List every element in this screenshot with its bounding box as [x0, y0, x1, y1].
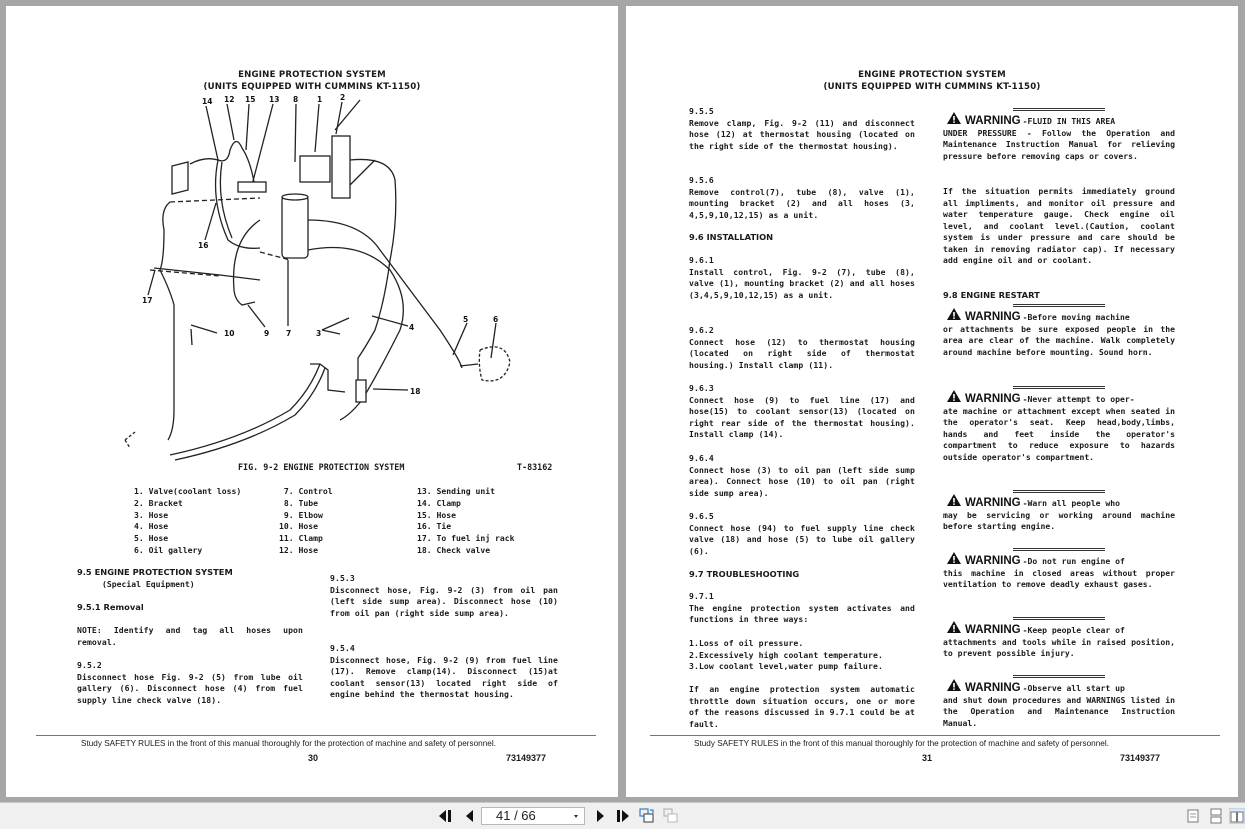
figure-legend-col1: [134, 486, 241, 557]
page-indicator: 41 / 66: [496, 808, 536, 823]
left-page: [6, 6, 618, 797]
legend-item: 13. Sending unit: [417, 486, 495, 496]
section-9-5-title: 9.5 ENGINE PROTECTION SYSTEM: [77, 567, 233, 577]
figure-legend-col2: [279, 486, 333, 557]
legend-item: 18. Check valve: [417, 544, 491, 555]
warning-label: WARNING: [965, 555, 1021, 567]
legend-item: 10. Hose: [279, 521, 318, 532]
section-number: 9.6.3: [689, 383, 714, 393]
callout-14: 14: [202, 97, 213, 106]
warning-triangle-icon: [947, 621, 961, 633]
list-item: 2.Excessively high coolant temperature.: [689, 649, 883, 660]
warning-lead: -Do not run engine of: [1022, 556, 1125, 566]
viewer-toolbar: [0, 802, 1245, 829]
engine-protection-diagram: [110, 90, 530, 465]
figure-caption: FIG. 9-2 ENGINE PROTECTION SYSTEM: [238, 462, 405, 472]
section-body: Connect hose (9) to fuel line (17) and hose(15) to coolant sensor(13) (located on right rear side of the thermostat housing). Install clamp (14).: [689, 394, 915, 439]
section-9-5-6: [689, 175, 915, 221]
warning-triangle-icon: [947, 679, 961, 691]
warning-raised-attachments: [943, 615, 1175, 660]
section-body: Connect hose (3) to oil pan (left side sump area). Connect hose (10) to oil pan (right side sump area).: [689, 464, 915, 498]
legend-item: 11. Clamp: [279, 533, 323, 544]
first-page-button[interactable]: [437, 808, 453, 824]
section-9-5-1-title: 9.5.1 Removal: [77, 602, 144, 612]
warning-procedures: [943, 673, 1175, 729]
warning-lead: -Warn all people who: [1022, 498, 1121, 508]
last-page-button[interactable]: [615, 808, 631, 824]
section-9-6-3: [689, 383, 915, 441]
warning-lead: -Keep people clear of: [1022, 625, 1125, 635]
callout-18: 18: [410, 387, 421, 396]
warning-before-moving: [943, 302, 1175, 358]
legend-item: 7. Control: [279, 486, 333, 496]
section-9-5-3: [330, 573, 558, 619]
situation-text: If the situation permits immediately ground all impliments, and monitor oil pressure and water temperature gauge. Check engine oil level, and coolant level.(Caution, coolant system is under pressure and care should be taken in removing radiator cap). If necessary add engine oil and or coolant.: [943, 186, 1175, 265]
legend-item: 14. Clamp: [417, 497, 461, 508]
next-view-button[interactable]: [663, 808, 679, 824]
warning-text: ate machine or attachment except when seated in the operator's seat. Keep head,body,limbs, hands and feet inside the operator's compartment to reduce exposure to hazards outside operator's compartment.: [943, 405, 1175, 462]
troubleshooting-note: If an engine protection system automatic throttle down situation occurs, one or more of the reasons discussed in 9.7.1 could be at fault.: [689, 684, 915, 729]
warning-triangle-icon: [947, 390, 961, 402]
document-number: 73149377: [1120, 753, 1161, 763]
previous-view-icon: [639, 808, 655, 824]
page-number: 31: [922, 753, 933, 763]
section-number: 9.5.2: [77, 660, 102, 670]
page-header-subtitle: (UNITS EQUIPPED WITH CUMMINS KT-1150): [203, 82, 421, 92]
warning-text: UNDER PRESSURE - Follow the Operation and Maintenance Instruction Manual for relieving pressure before removing caps or covers.: [943, 127, 1175, 161]
callout-5: 5: [463, 315, 469, 324]
section-body: Disconnect hose, Fig. 9-2 (3) from oil pan (left side sump area). Disconnect hose (10) from oil pan (right side sump area).: [330, 584, 558, 618]
legend-item: 4. Hose: [134, 521, 169, 532]
previous-view-button[interactable]: [639, 808, 655, 824]
section-number: 9.5.4: [330, 643, 355, 653]
footer-safety-note: Study SAFETY RULES in the front of this manual thoroughly for the protection of machine and safety of personnel.: [694, 739, 1109, 748]
warning-label: WARNING: [965, 311, 1021, 323]
callout-3: 3: [316, 329, 322, 338]
warning-label: WARNING: [965, 115, 1021, 127]
warning-triangle-icon: [947, 494, 961, 506]
section-number: 9.7.1: [689, 591, 714, 601]
continuous-view-button[interactable]: [1208, 808, 1224, 824]
footer-safety-note: Study SAFETY RULES in the front of this manual thoroughly for the protection of machine and safety of personnel.: [81, 739, 496, 748]
last-page-icon: [616, 810, 630, 822]
section-number: 9.5.5: [689, 106, 714, 116]
section-9-7-1: [689, 591, 915, 626]
first-page-icon: [438, 810, 452, 822]
section-9-8-title: 9.8 ENGINE RESTART: [943, 290, 1040, 300]
page-number-select[interactable]: [481, 807, 585, 825]
warning-label: WARNING: [965, 624, 1021, 636]
list-item: 3.Low coolant level,water pump failure.: [689, 661, 883, 671]
callout-17: 17: [142, 296, 153, 305]
list-item: 1.Loss of oil pressure.: [689, 638, 804, 648]
callout-2: 2: [340, 93, 346, 102]
section-9-7-title: 9.7 TROUBLESHOOTING: [689, 569, 800, 579]
section-9-6-title: 9.6 INSTALLATION: [689, 232, 774, 242]
warning-label: WARNING: [965, 393, 1021, 405]
callout-10: 10: [224, 329, 235, 338]
single-page-view-button[interactable]: [1185, 808, 1201, 824]
callout-15: 15: [245, 95, 256, 104]
section-9-5-2: [77, 660, 303, 706]
previous-page-icon: [465, 810, 475, 822]
section-number: 9.5.3: [330, 573, 355, 583]
warning-label: WARNING: [965, 682, 1021, 694]
warning-text: and shut down procedures and WARNINGS listed in the Operation and Maintenance Instruction Manual.: [943, 694, 1175, 728]
section-body: The engine protection system activates and functions in three ways:: [689, 602, 915, 624]
legend-item: 6. Oil gallery: [134, 544, 203, 555]
legend-item: 17. To fuel inj rack: [417, 533, 515, 544]
legend-item: 1. Valve(coolant loss): [134, 486, 242, 496]
legend-item: 15. Hose: [417, 509, 456, 520]
chevron-down-icon: [574, 815, 578, 818]
page-number: 30: [308, 753, 319, 763]
section-number: 9.6.2: [689, 325, 714, 335]
legend-item: 9. Elbow: [279, 509, 323, 520]
figure-legend-col3: [417, 486, 514, 557]
warning-text: this machine in closed areas without proper ventilation to remove deadly exhaust gases.: [943, 567, 1175, 589]
warning-lead: -FLUID IN THIS AREA: [1022, 116, 1116, 126]
figure-reference: T-83162: [517, 462, 553, 472]
warning-triangle-icon: [947, 308, 961, 320]
facing-pages-icon: [1230, 810, 1244, 824]
document-number: 73149377: [506, 753, 547, 763]
section-9-5-5: [689, 106, 915, 152]
page-header-subtitle: (UNITS EQUIPPED WITH CUMMINS KT-1150): [823, 82, 1041, 92]
next-view-icon: [663, 808, 679, 824]
facing-pages-view-button[interactable]: [1229, 808, 1245, 824]
section-9-5-4: [330, 643, 558, 701]
warning-operator-seat: [943, 384, 1175, 463]
callout-9: 9: [264, 329, 270, 338]
single-page-icon: [1185, 808, 1201, 824]
section-body: Remove clamp, Fig. 9-2 (11) and disconnect hose (12) at thermostat housing (located on the right side of the thermostat housing).: [689, 117, 915, 151]
callout-7: 7: [286, 329, 292, 338]
section-body: Remove control(7), tube (8), valve (1), mounting bracket (2) and all hoses (3, 4,5,9,10,12,15) as a unit.: [689, 186, 915, 220]
callout-4: 4: [409, 323, 415, 332]
warning-lead: -Observe all start up: [1022, 683, 1125, 693]
warning-triangle-icon: [947, 552, 961, 564]
section-body: Connect hose (12) to thermostat housing (located on right side of thermostat housing.) Install clamp (11).: [689, 336, 915, 370]
warning-text: or attachments be sure exposed people in the area are clear of the machine. Walk completely around machine before mounting. Sound horn.: [943, 323, 1175, 357]
section-9-6-1: [689, 255, 915, 301]
section-number: 9.6.1: [689, 255, 714, 265]
page-header-title: ENGINE PROTECTION SYSTEM: [238, 70, 386, 80]
section-9-5-subtitle: (Special Equipment): [102, 579, 195, 589]
warning-triangle-icon: [947, 112, 961, 124]
warning-text: attachments and tools while in raised position, to prevent possible injury.: [943, 636, 1175, 658]
callout-1: 1: [317, 95, 323, 104]
section-body: Install control, Fig. 9-2 (7), tube (8), valve (1), mounting bracket (2) and all hoses (3,4,5,9,10,12,15) as a unit.: [689, 266, 915, 300]
warning-warn-people: [943, 488, 1175, 533]
warning-text: may be servicing or working around machine before starting engine.: [943, 509, 1175, 531]
legend-item: 12. Hose: [279, 544, 318, 555]
callout-12: 12: [224, 95, 235, 104]
continuous-page-icon: [1208, 808, 1224, 824]
callout-13: 13: [269, 95, 280, 104]
legend-item: 3. Hose: [134, 509, 169, 520]
legend-item: 8. Tube: [279, 497, 318, 508]
section-9-6-2: [689, 325, 915, 371]
warning-ventilation: [943, 546, 1175, 591]
section-body: Disconnect hose Fig. 9-2 (5) from lube oil gallery (6). Disconnect hose (4) from fuel supply line check valve (18).: [77, 671, 303, 705]
section-body: Disconnect hose, Fig. 9-2 (9) from fuel line (17). Remove clamp(14). Disconnect (15)at coolant sensor(13) located right side of engine behind the thermostat housing.: [330, 654, 558, 699]
next-page-button[interactable]: [592, 808, 608, 824]
next-page-icon: [595, 810, 605, 822]
page-header-title: ENGINE PROTECTION SYSTEM: [858, 70, 1006, 80]
legend-item: 5. Hose: [134, 533, 169, 544]
previous-page-button[interactable]: [462, 808, 478, 824]
section-number: 9.6.4: [689, 453, 714, 463]
note-text: NOTE: Identify and tag all hoses upon removal.: [77, 625, 303, 647]
section-number: 9.6.5: [689, 511, 714, 521]
section-9-6-4: [689, 453, 915, 499]
legend-item: 2. Bracket: [134, 497, 183, 508]
right-page: [626, 6, 1238, 797]
warning-lead: -Never attempt to oper-: [1022, 394, 1135, 404]
footer-divider: [36, 735, 596, 736]
troubleshooting-list: [689, 638, 915, 673]
warning-fluid-pressure: [943, 106, 1175, 162]
warning-lead: -Before moving machine: [1022, 312, 1130, 322]
callout-8: 8: [293, 95, 299, 104]
legend-item: 16. Tie: [417, 521, 452, 532]
section-number: 9.5.6: [689, 175, 714, 185]
warning-label: WARNING: [965, 497, 1021, 509]
callout-6: 6: [493, 315, 499, 324]
section-body: Connect hose (94) to fuel supply line check valve (18) and hose (5) to lube oil gallery (6).: [689, 522, 915, 556]
callout-16: 16: [198, 241, 209, 250]
section-9-6-5: [689, 511, 915, 557]
footer-divider: [650, 735, 1220, 736]
